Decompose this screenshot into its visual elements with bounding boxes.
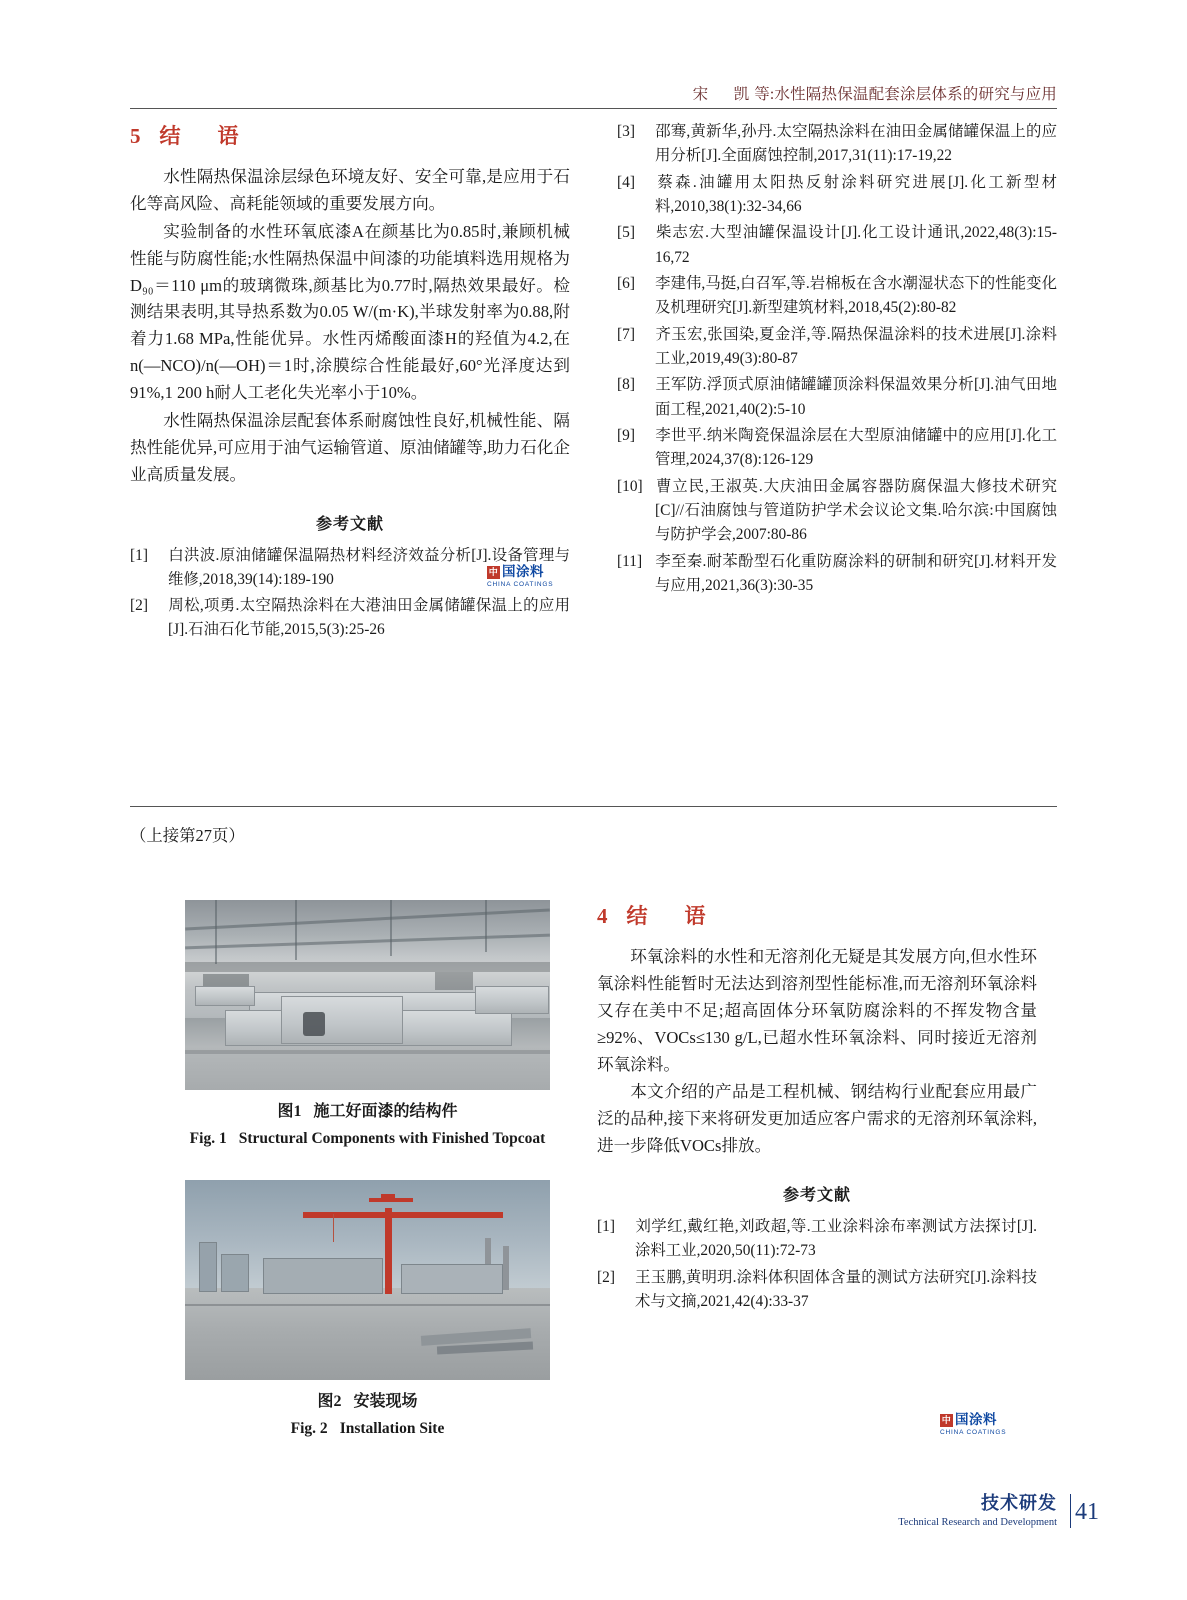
- crane-cable: [333, 1214, 334, 1242]
- bottom-article-left-column: [185, 900, 550, 1441]
- figure-2-text-zh: 安装现场: [353, 1393, 418, 1411]
- logo-chinese-text: [487, 560, 565, 580]
- logo-badge: 中: [488, 567, 499, 577]
- reference-item: [617, 373, 1057, 422]
- logo-badge: 中: [941, 1415, 952, 1425]
- running-header-author: 宋 凯: [692, 86, 755, 103]
- figure-1-caption: [185, 1100, 550, 1150]
- continuation-note: （上接第27页）: [130, 826, 245, 845]
- bottom-section-heading: [597, 900, 1037, 930]
- reference-marker: [3]: [617, 123, 635, 140]
- reference-text: 李至秦.耐苯酚型石化重防腐涂料的研制和研究[J].材料开发与应用,2021,36(3):30-35: [655, 552, 1057, 594]
- reference-item: [617, 272, 1057, 321]
- steel-component: [281, 996, 403, 1044]
- roof-column: [390, 900, 392, 956]
- article-divider: [130, 806, 1057, 807]
- roof-column: [295, 900, 297, 960]
- reference-marker: [6]: [617, 274, 635, 292]
- reference-text: 柴志宏.大型油罐保温设计[J].化工设计通讯,2022,48(3):15-16,72: [655, 224, 1057, 266]
- building-structure: [401, 1264, 503, 1294]
- reference-list: [130, 544, 570, 643]
- wall-band: [185, 962, 550, 972]
- reference-text: 齐玉宏,张国染,夏金洋,等.隔热保温涂料的技术进展[J].涂料工业,2019,49(3):80-87: [655, 325, 1057, 367]
- figure-1-label-zh: 图1: [277, 1103, 302, 1120]
- chimney: [503, 1246, 509, 1290]
- figure-2-caption-en: [185, 1417, 550, 1440]
- logo-chinese-label: 国涂料: [502, 564, 544, 579]
- figure-1-image: [185, 900, 550, 1090]
- paragraph: 本文介绍的产品是工程机械、钢结构行业配套应用最广泛的品种,接下来将研发更加适应客户需求的无溶剂环氧涂料,进一步降低VOCs排放。: [597, 1082, 1037, 1156]
- reference-item: [617, 221, 1057, 270]
- crane-top: [381, 1194, 395, 1200]
- figure-1-label-en: Fig. 1: [189, 1130, 227, 1147]
- reference-marker: [5]: [617, 224, 635, 242]
- figure-2-image: [185, 1180, 550, 1380]
- bottom-article-right-column: [597, 900, 1037, 1316]
- china-coatings-logo: [487, 560, 565, 588]
- reference-marker: [7]: [617, 325, 635, 343]
- reference-item: [617, 323, 1057, 372]
- running-header: [693, 82, 1057, 104]
- logo-english-label: CHINA COATINGS: [940, 1429, 1007, 1436]
- footer-section-en: Technical Research and Development: [898, 1517, 1057, 1528]
- figure-1-text-en: Structural Components with Finished Topcoat: [238, 1130, 546, 1147]
- reference-marker: [2]: [597, 1268, 615, 1286]
- reference-item: [617, 475, 1057, 548]
- page-number: 41: [1075, 1499, 1099, 1525]
- reference-text: 邵骞,黄新华,孙丹.太空隔热涂料在油田金属储罐保温上的应用分析[J].全面腐蚀控制,2017,31(11):17-19,22: [655, 123, 1057, 165]
- figure-1-text-zh: 施工好面漆的结构件: [313, 1103, 458, 1120]
- logo-chinese-text: [940, 1408, 1018, 1428]
- crane-mast: [385, 1208, 392, 1294]
- top-article-right-column: [617, 120, 1057, 600]
- top-section-label: 结 语: [159, 124, 247, 148]
- header-divider: [130, 108, 1057, 109]
- references-heading: 参考文献: [782, 1187, 851, 1204]
- figure-2-label-en: Fig. 2: [290, 1420, 328, 1438]
- reference-item: [130, 594, 570, 643]
- reference-item: [597, 1266, 1037, 1315]
- steel-component: [195, 986, 255, 1006]
- distant-building: [199, 1242, 217, 1292]
- figure-1-caption-zh: [185, 1100, 550, 1124]
- reference-text: 刘学红,戴红艳,刘政超,等.工业涂料涂布率测试方法探讨[J].涂料工业,2020,50(11):72-73: [635, 1218, 1037, 1260]
- reference-item: [617, 120, 1057, 169]
- reference-text: 李世平.纳米陶瓷保温涂层在大型原油储罐中的应用[J].化工管理,2024,37(8):126-129: [655, 426, 1057, 469]
- reference-text: 王军防.浮顶式原油储罐罐顶涂料保温效果分析[J].油气田地面工程,2021,40(2):5-10: [655, 376, 1057, 418]
- paragraph: 水性隔热保温涂层绿色环境友好、安全可靠,是应用于石化等高风险、高耗能领域的重要发展方向。: [130, 167, 570, 213]
- bottom-section-label: 结 语: [626, 904, 714, 928]
- reference-item: [617, 171, 1057, 220]
- figure-2-label-zh: 图2: [317, 1393, 342, 1411]
- reference-item: [617, 550, 1057, 599]
- reference-text: 王玉鹏,黄明玥.涂料体积固体含量的测试方法研究[J].涂料技术与文摘,2021,42(4):33-37: [635, 1268, 1037, 1310]
- reference-marker: [10]: [617, 477, 643, 495]
- footer-divider: [1070, 1494, 1071, 1528]
- reference-marker: [9]: [617, 426, 635, 444]
- reference-text: 蔡森.油罐用太阳热反射涂料研究进展[J].化工新型材料,2010,38(1):32-34,66: [655, 173, 1057, 215]
- footer-section-zh: 技术研发: [981, 1493, 1057, 1513]
- reference-text: 白洪波.原油储罐保温隔热材料经济效益分析[J].设备管理与维修,2018,39(14):189-190: [168, 546, 570, 588]
- figure-2-caption-zh: [185, 1390, 550, 1414]
- figure-2-caption: [185, 1390, 550, 1440]
- reference-marker: [11]: [617, 552, 643, 570]
- logo-english-label: CHINA COATINGS: [487, 581, 554, 588]
- reference-item: [597, 1215, 1037, 1264]
- reference-text: 周松,项勇.太空隔热涂料在大港油田金属储罐保温上的应用[J].石油石化节能,2015,5(3):25-26: [168, 597, 570, 639]
- reference-marker: [8]: [617, 376, 635, 394]
- steel-component: [475, 986, 549, 1014]
- reference-text: 李建伟,马挺,白召军,等.岩棉板在含水潮湿状态下的性能变化及机理研究[J].新型建筑材料,2018,45(2):80-82: [655, 274, 1057, 317]
- top-section-heading: [130, 120, 570, 150]
- top-section-number: 5: [130, 124, 142, 148]
- bottom-section-number: 4: [597, 904, 609, 928]
- reference-text: 曹立民,王淑英.大庆油田金属容器防腐保温大修技术研究[C]//石油腐蚀与管道防护学术会议论文集.哈尔滨:中国腐蚀与防护学会,2007:80-86: [655, 477, 1057, 544]
- reference-item: [617, 424, 1057, 473]
- references-heading: 参考文献: [315, 515, 384, 533]
- reference-marker: [1]: [597, 1218, 615, 1235]
- reference-list-continued: [617, 120, 1057, 598]
- china-coatings-logo: [940, 1408, 1018, 1436]
- distant-building: [221, 1254, 249, 1292]
- page-footer: [898, 1489, 1099, 1528]
- paragraph: 环氧涂料的水性和无溶剂化无疑是其发展方向,但水性环氧涂料性能暂时无法达到溶剂型性能标准,而无溶剂环氧涂料又存在美中不足;超高固体分环氧防腐涂料的不挥发物含量≥92%、VOCs≤130 g/L,已超水性环氧涂料、同时接近无溶剂环氧涂料。: [597, 947, 1037, 1074]
- paragraph: 水性隔热保温涂层配套体系耐腐蚀性良好,机械性能、隔热性能优异,可应用于油气运输管道、原油储罐等,助力石化企业高质量发展。: [130, 410, 570, 484]
- building-structure: [263, 1258, 383, 1294]
- reference-marker: [4]: [617, 173, 635, 191]
- roof-column: [215, 900, 217, 964]
- paragraph: 实验制备的水性环氧底漆A在颜基比为0.85时,兼顾机械性能与防腐性能;水性隔热保温中间漆的功能填料选用规格为D₉₀＝110 μm的玻璃微珠,颜基比为0.77时,隔热效果最好。检测结果表明,其导热系数为0.05 W/(m·K),半球发射率为0.88,附着力1.68 MPa,性能优异。水性丙烯酸面漆H的羟值为4.2,在n(—NCO)/n(—OH)＝1时,涂膜综合性能最好,60°光泽度达到91%,1 200 h耐人工老化失光率小于10%。: [130, 221, 570, 402]
- roof-column: [485, 900, 487, 952]
- reference-marker: [1]: [130, 546, 148, 564]
- floor-line: [185, 1050, 550, 1054]
- logo-chinese-label: 国涂料: [955, 1412, 997, 1427]
- reference-marker: [2]: [130, 597, 148, 615]
- running-header-title: 等:水性隔热保温配套涂层体系的研究与应用: [754, 86, 1057, 103]
- reference-list: [597, 1215, 1037, 1314]
- figure-2-text-en: Installation Site: [339, 1420, 445, 1438]
- component-opening: [303, 1012, 325, 1036]
- window: [435, 972, 473, 990]
- ground-line: [185, 1304, 550, 1306]
- figure-1-caption-en: [185, 1127, 550, 1150]
